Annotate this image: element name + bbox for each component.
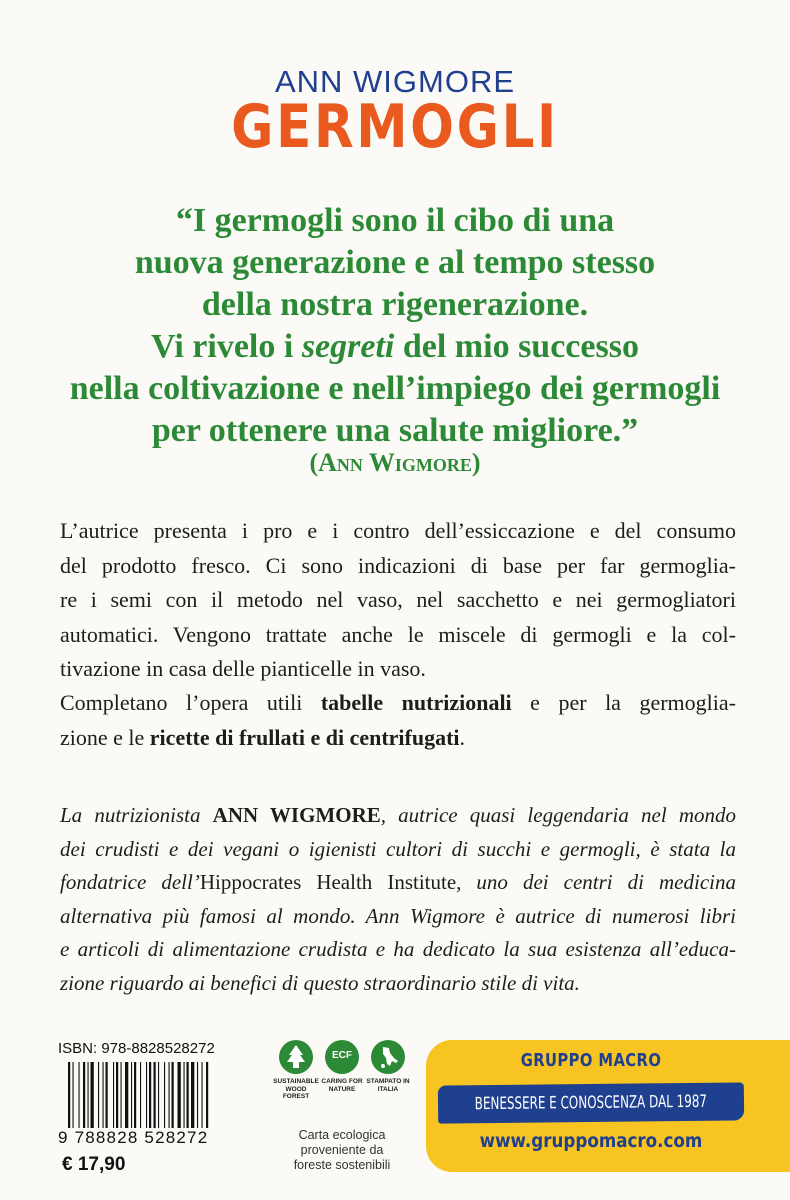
author-name: ANN WIGMORE xyxy=(274,64,516,99)
text-span: fondatrice dell’ xyxy=(60,870,200,894)
eco-caption: SUSTAINABLE WOOD FOREST xyxy=(273,1078,319,1100)
author-bio xyxy=(60,799,736,1000)
eco-certifications xyxy=(272,1040,412,1170)
eco-paper-note xyxy=(272,1128,412,1173)
publisher-name: GRUPPO MACRO xyxy=(520,1050,662,1071)
tagline-text: BENESSERE E CONOSCENZA DAL 1987 xyxy=(474,1091,708,1115)
quote-line: della nostra rigenerazione. xyxy=(201,286,589,323)
text-span: , uno dei centri di medicina xyxy=(456,870,736,894)
text-line: del prodotto fresco. Ci sono indicazioni di base per far germoglia- xyxy=(60,552,736,578)
quote-line: nuova generazione e al tempo stesso xyxy=(134,244,656,281)
bio-line xyxy=(60,866,736,900)
bold-text: ricette di frullati e di centrifugati xyxy=(149,724,460,750)
institute-name: Hippocrates Health Institute xyxy=(199,870,457,894)
ecf-text: ECF xyxy=(332,1050,352,1061)
eco-item xyxy=(318,1040,366,1093)
text-span: zione e le xyxy=(60,724,150,750)
quote-attribution: (Ann Wigmore) xyxy=(309,448,481,477)
author-name-inline: ANN WIGMORE xyxy=(212,803,381,827)
text-line: re i semi con il metodo nel vaso, nel sacchetto e nei germogliatori xyxy=(60,587,736,612)
text-line: proveniente da xyxy=(300,1143,384,1157)
text-span: , autrice quasi leggendaria nel mondo xyxy=(380,803,736,827)
quote-text: del mio successo xyxy=(394,328,639,365)
description-paragraph-2 xyxy=(60,686,736,755)
bio-line: alternativa più famosi al mondo. Ann Wigmore è autrice di numerosi libri xyxy=(60,903,736,928)
publisher-banner xyxy=(426,1040,790,1172)
isbn-label: ISBN: 978-8828528272 xyxy=(58,1040,215,1057)
quote-line: per ottenere una salute migliore.” xyxy=(151,412,639,449)
tree-icon xyxy=(279,1040,313,1074)
ecf-icon xyxy=(325,1040,359,1074)
bio-line: e articoli di alimentazione crudista e ha dedicato la sua esistenza all’educa- xyxy=(60,937,736,961)
eco-item xyxy=(364,1040,412,1093)
text-span: . xyxy=(459,724,466,750)
text-line: L’autrice presenta i pro e i contro dell’essiccazione e del consumo xyxy=(60,518,736,543)
eco-icons xyxy=(272,1040,412,1110)
eco-caption: STAMPATO IN ITALIA xyxy=(366,1078,410,1093)
italy-icon xyxy=(371,1040,405,1074)
description-paragraph-1 xyxy=(60,514,736,687)
eco-item xyxy=(272,1040,320,1101)
quote-line: nella coltivazione e nell’impiego dei germogli xyxy=(69,370,721,407)
text-line xyxy=(60,686,736,721)
bio-line: zione riguardo ai benefici di questo straordinario stile di vita. xyxy=(60,970,580,995)
barcode-area xyxy=(58,1040,254,1175)
text-line: automatici. Vengono trattate anche le miscele di germogli e la col- xyxy=(60,621,736,647)
quote-line xyxy=(40,326,750,368)
text-span: e per la germoglia- xyxy=(511,690,736,715)
quote-emphasis: segreti xyxy=(301,328,395,365)
text-span: La nutrizionista xyxy=(60,803,213,827)
bio-line xyxy=(60,799,736,833)
price-label: € 17,90 xyxy=(62,1154,126,1175)
eco-caption: CARING FOR NATURE xyxy=(321,1078,363,1093)
barcode-icon xyxy=(68,1062,252,1128)
book-title: GERMOGLI xyxy=(231,92,559,162)
author-quote xyxy=(40,200,750,452)
barcode-digits: 9 788828 528272 xyxy=(58,1128,209,1147)
quote-text: Vi rivelo i xyxy=(151,328,302,365)
text-line: foreste sostenibili xyxy=(293,1158,391,1172)
text-span: Completano l’opera utili xyxy=(60,690,321,715)
bold-text: tabelle nutrizionali xyxy=(320,690,512,715)
quote-line: “I germogli sono il cibo di una xyxy=(175,202,615,239)
text-line: Carta ecologica xyxy=(298,1128,386,1142)
publisher-tagline xyxy=(438,1082,744,1123)
text-line xyxy=(60,721,736,756)
bio-line: dei crudisti e dei vegani o igienisti cultori di succhi e germogli, è stata la xyxy=(60,836,736,861)
publisher-url[interactable]: www.gruppomacro.com xyxy=(479,1130,703,1152)
text-line: tivazione in casa delle pianticelle in vaso. xyxy=(60,656,426,681)
